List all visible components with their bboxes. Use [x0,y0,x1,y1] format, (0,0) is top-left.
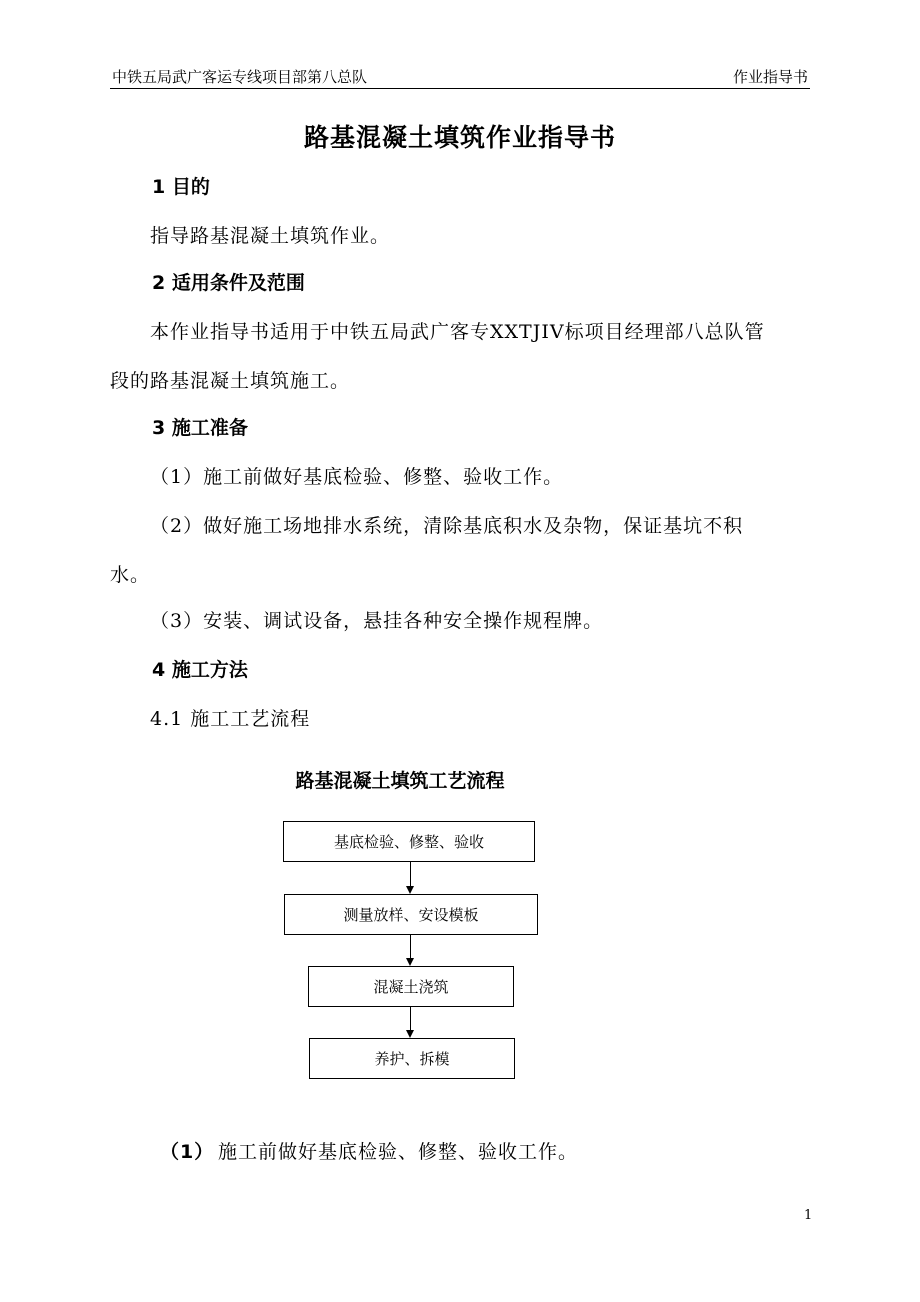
flow-arrow-1 [410,862,411,886]
section-4-1-subheading: 4.1 施工工艺流程 [150,708,311,730]
section-1-body: 指导路基混凝土填筑作业。 [150,225,391,247]
page-number: 1 [804,1208,813,1223]
after-flow-text: 施工前做好基底检验、修整、验收工作。 [218,1141,579,1163]
flow-arrow-3 [410,1007,411,1030]
section-2-body-line-2: 段的路基混凝土填筑施工。 [110,370,351,392]
section-3-item-2-line-2: 水。 [110,564,151,586]
flow-arrowhead-2 [406,958,414,966]
section-2-body-line-1: 本作业指导书适用于中铁五局武广客专XXTJIV标项目经理部八总队管 [150,321,765,343]
flow-arrow-2 [410,935,411,958]
after-flow-label: （1） [160,1141,215,1163]
header-divider [110,88,810,89]
flow-step-2: 测量放样、安设模板 [284,894,538,935]
section-4-heading: 4 施工方法 [152,659,248,681]
flow-arrowhead-3 [406,1030,414,1038]
flowchart-title: 路基混凝土填筑工艺流程 [295,770,505,792]
section-2-heading: 2 适用条件及范围 [152,272,305,294]
section-3-item-2-line-1: （2）做好施工场地排水系统，清除基底积水及杂物，保证基坑不积 [150,515,744,537]
flow-step-3: 混凝土浇筑 [308,966,514,1007]
section-1-heading: 1 目的 [152,176,210,198]
section-3-item-1: （1）施工前做好基底检验、修整、验收工作。 [150,466,564,488]
flow-step-4: 养护、拆模 [309,1038,515,1079]
running-header-left: 中铁五局武广客运专线项目部第八总队 [112,68,368,86]
flow-step-1: 基底检验、修整、验收 [283,821,535,862]
flow-arrowhead-1 [406,886,414,894]
section-3-item-3: （3）安装、调试设备，悬挂各种安全操作规程牌。 [150,610,604,632]
running-header-right: 作业指导书 [732,68,808,86]
document-title: 路基混凝土填筑作业指导书 [303,123,616,152]
section-3-heading: 3 施工准备 [152,417,248,439]
